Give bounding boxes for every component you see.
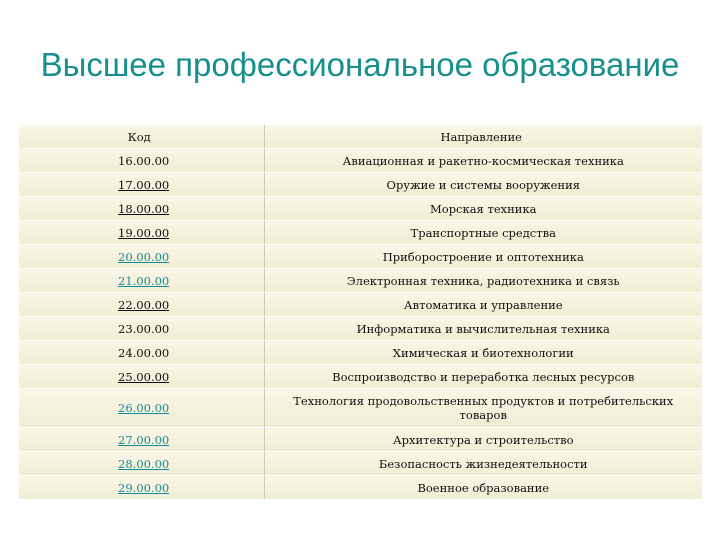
header-direction: Направление — [264, 125, 702, 149]
code-cell — [19, 476, 264, 500]
code-cell — [19, 428, 264, 452]
direction-cell: Информатика и вычислительная техника — [264, 317, 702, 341]
table-row — [19, 197, 702, 221]
direction-cell: Транспортные средства — [264, 221, 702, 245]
code-link[interactable]: 21.00.00 — [118, 273, 170, 288]
table-row — [19, 221, 702, 245]
code-cell — [19, 245, 264, 269]
direction-cell: Химическая и биотехнологии — [264, 341, 702, 365]
table-row — [19, 293, 702, 317]
table-row — [19, 317, 702, 341]
table-body — [19, 149, 702, 500]
code-cell — [19, 149, 264, 173]
table-row — [19, 389, 702, 428]
page-title: Высшее профессиональное образование — [40, 46, 680, 83]
table-row — [19, 341, 702, 365]
code-cell — [19, 317, 264, 341]
table-row — [19, 173, 702, 197]
direction-cell: Архитектура и строительство — [264, 428, 702, 452]
direction-cell: Технология продовольственных продуктов и потребительских товаров — [264, 389, 702, 428]
direction-cell: Оружие и системы вооружения — [264, 173, 702, 197]
table-row — [19, 476, 702, 500]
direction-cell: Авиационная и ракетно-космическая техника — [264, 149, 702, 173]
directions-table — [19, 125, 702, 500]
direction-cell: Воспроизводство и переработка лесных ресурсов — [264, 365, 702, 389]
table-row — [19, 245, 702, 269]
code-value: 16.00.00 — [118, 153, 170, 168]
code-cell — [19, 341, 264, 365]
code-link[interactable]: 27.00.00 — [118, 432, 170, 447]
code-link[interactable]: 29.00.00 — [118, 480, 170, 495]
table-row — [19, 428, 702, 452]
direction-cell: Военное образование — [264, 476, 702, 500]
code-cell — [19, 173, 264, 197]
code-value: 23.00.00 — [118, 321, 170, 336]
table-row — [19, 452, 702, 476]
code-link[interactable]: 22.00.00 — [118, 297, 170, 312]
direction-cell: Приборостроение и оптотехника — [264, 245, 702, 269]
code-link[interactable]: 25.00.00 — [118, 369, 170, 384]
direction-cell: Автоматика и управление — [264, 293, 702, 317]
table-row — [19, 149, 702, 173]
direction-cell: Морская техника — [264, 197, 702, 221]
code-cell — [19, 365, 264, 389]
code-cell — [19, 221, 264, 245]
code-link[interactable]: 26.00.00 — [118, 401, 170, 415]
code-link[interactable]: 20.00.00 — [118, 249, 170, 264]
code-link[interactable]: 19.00.00 — [118, 225, 170, 240]
direction-cell: Электронная техника, радиотехника и связь — [264, 269, 702, 293]
code-cell — [19, 452, 264, 476]
code-value: 24.00.00 — [118, 345, 170, 360]
code-link[interactable]: 17.00.00 — [118, 177, 170, 192]
table-row — [19, 365, 702, 389]
code-link[interactable]: 28.00.00 — [118, 456, 170, 471]
code-cell — [19, 197, 264, 221]
table-row — [19, 269, 702, 293]
code-link[interactable]: 18.00.00 — [118, 201, 170, 216]
code-cell — [19, 293, 264, 317]
header-code: Код — [19, 125, 264, 149]
code-cell — [19, 389, 264, 428]
table-header-row — [19, 125, 702, 149]
code-cell — [19, 269, 264, 293]
direction-cell: Безопасность жизнедеятельности — [264, 452, 702, 476]
